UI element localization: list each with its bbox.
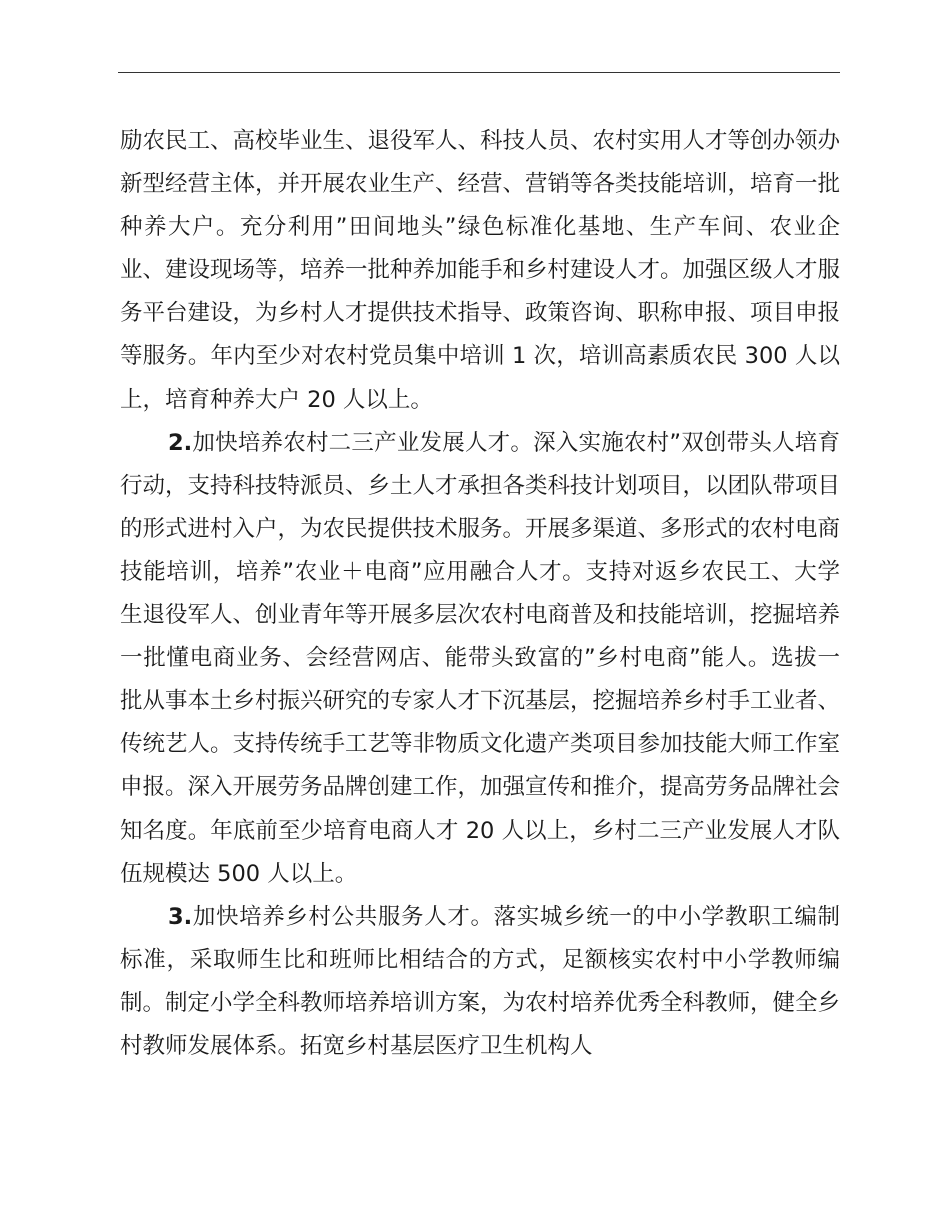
paragraph-2-text: 加快培养农村二三产业发展人才。深入实施农村”双创带头人培育行动，支持科技特派员、乡土人才承担各类科技计划项目，以团队带项目的形式进村入户，为农民提供技术服务。开展多渠道、多形式的农村电商技能培训，培养”农业＋电商”应用融合人才。支持对返乡农民工、大学生退役军人、创业青年等开展多层次农村电商普及和技能培训，挖掘培养一批懂电商业务、会经营网店、能带头致富的”乡村电商”能人。选拔一批从事本土乡村振兴研究的专家人才下沉基层，挖掘培养乡村手工业者、传统艺人。支持传统手工艺等非物质文化遗产类项目参加技能大师工作室申报。深入开展劳务品牌创建工作，加强宣传和推介，提高劳务品牌社会知名度。年底前至少培育电商人才 20 人以上，乡村二三产业发展人才队伍规模达 500 人以上。 — [120, 429, 841, 887]
paragraph-2 — [120, 422, 840, 896]
paragraph-3 — [120, 896, 840, 1068]
paragraph-1-text: 励农民工、高校毕业生、退役军人、科技人员、农村实用人才等创办领办新型经营主体，并开展农业生产、经营、营销等各类技能培训，培育一批种养大户。充分利用”田间地头”绿色标准化基地、生产车间、农业企业、建设现场等，培养一批种养加能手和乡村建设人才。加强区级人才服务平台建设，为乡村人才提供技术指导、政策咨询、职称申报、项目申报等服务。年内至少对农村党员集中培训 1 次，培训高素质农民 300 人以上，培育种养大户 20 人以上。 — [120, 128, 841, 413]
paragraph-3-text: 加快培养乡村公共服务人才。落实城乡统一的中小学教职工编制标准，采取师生比和班师比相结合的方式，足额核实农村中小学教师编制。制定小学全科教师培养培训方案，为农村培养优秀全科教师，健全乡村教师发展体系。拓宽乡村基层医疗卫生机构人 — [120, 903, 841, 1059]
paragraph-3-number: 3. — [168, 903, 193, 930]
document-body — [120, 120, 840, 1068]
header-divider — [118, 72, 840, 73]
paragraph-2-number: 2. — [168, 429, 193, 456]
paragraph-1 — [120, 120, 840, 422]
